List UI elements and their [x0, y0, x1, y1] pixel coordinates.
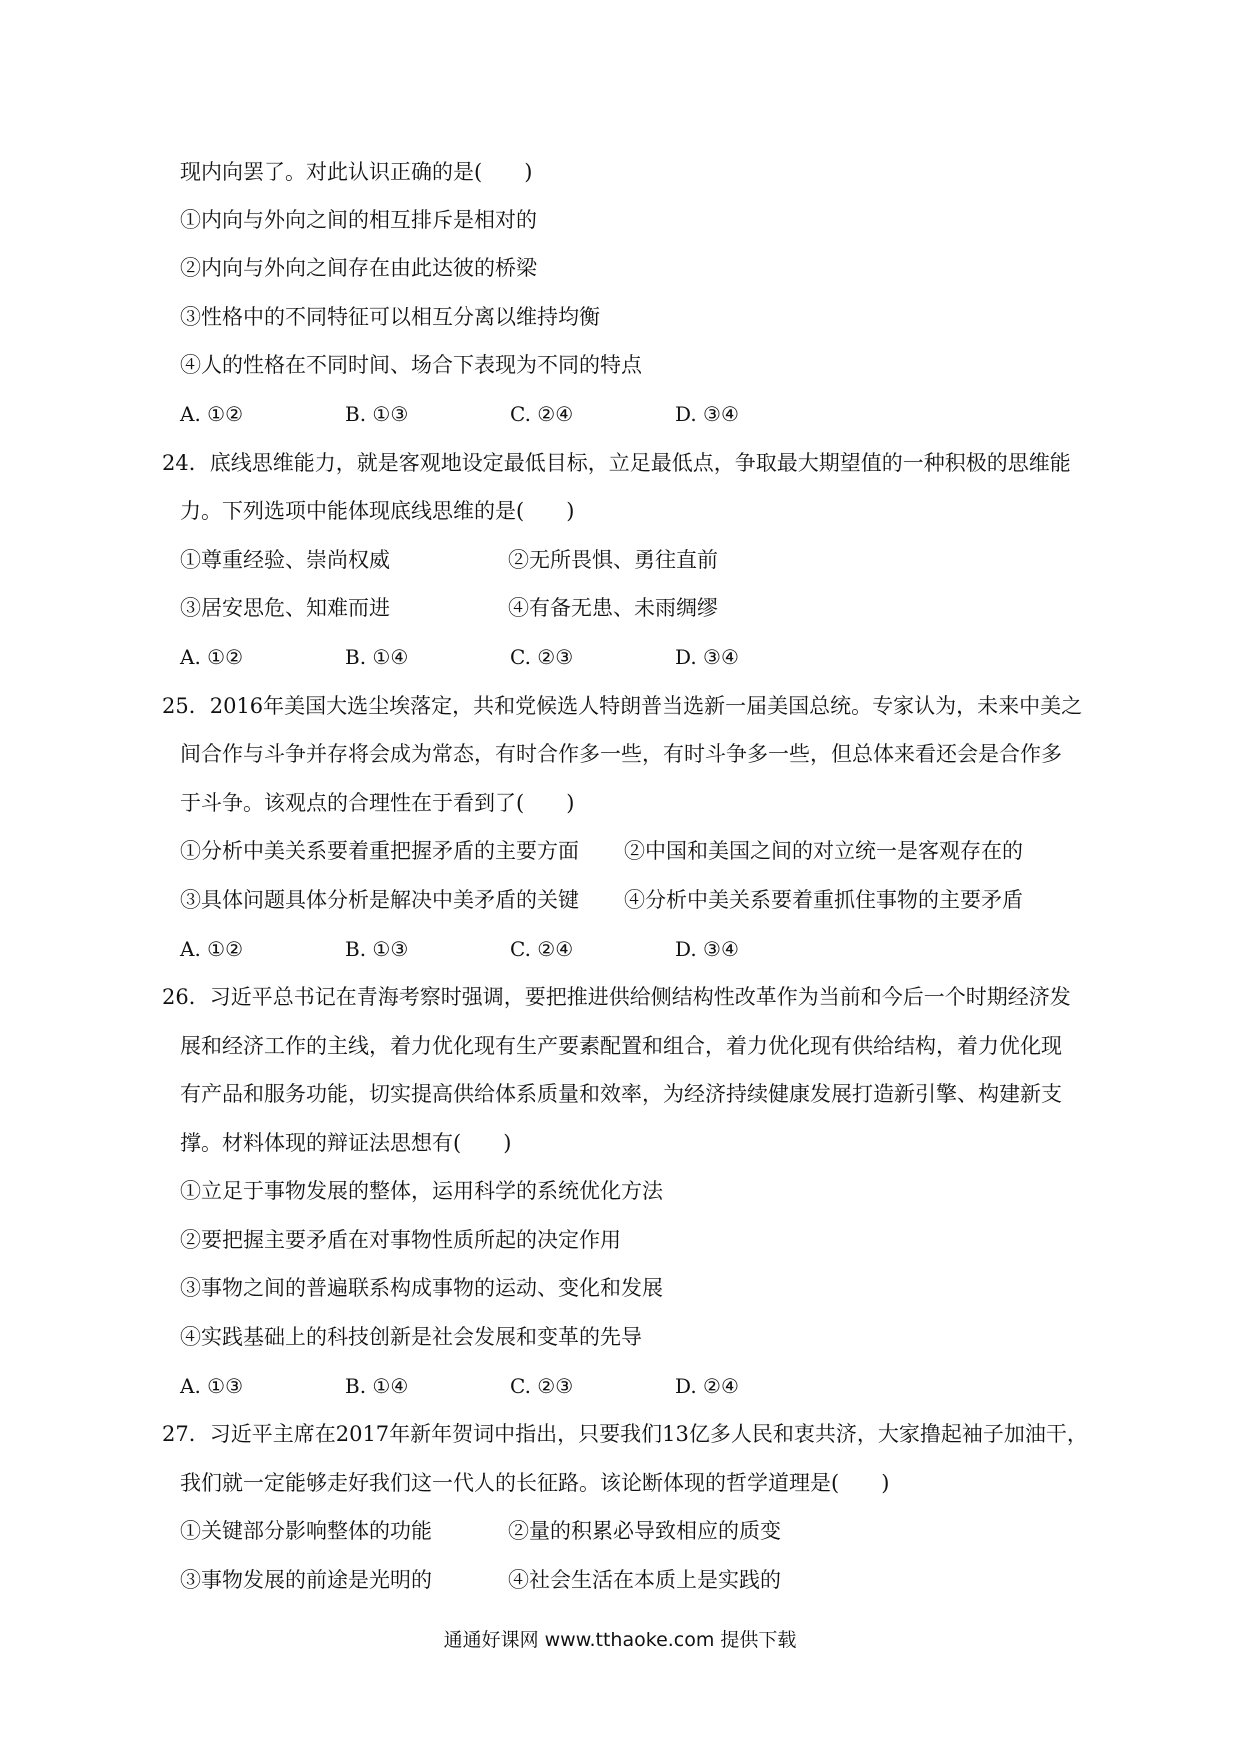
q26-answer-b: B. ①④: [345, 1374, 409, 1398]
q24-option-2: ②无所畏惧、勇往直前: [508, 548, 718, 572]
page-footer: 通通好课网 www.tthaoke.com 提供下载: [443, 1629, 797, 1651]
q23-option-4: ④人的性格在不同时间、场合下表现为不同的特点: [180, 353, 642, 377]
q26-option-3: ③事物之间的普遍联系构成事物的运动、变化和发展: [180, 1276, 663, 1300]
q26-stem-line3: 有产品和服务功能，切实提高供给体系质量和效率，为经济持续健康发展打造新引擎、构建新支: [180, 1082, 1062, 1106]
q23-option-3: ③性格中的不同特征可以相互分离以维持均衡: [180, 305, 600, 329]
q27-stem-line2: 我们就一定能够走好我们这一代人的长征路。该论断体现的哲学道理是( ): [180, 1471, 890, 1495]
q25-answer-c: C. ②④: [510, 937, 574, 961]
q26-answer-d: D. ②④: [675, 1374, 739, 1398]
q27-option-1: ①关键部分影响整体的功能: [180, 1519, 432, 1543]
q24-answer-a: A. ①②: [180, 645, 244, 669]
q24-stem-line2: 力。下列选项中能体现底线思维的是( ): [180, 499, 575, 523]
q23-answer-d: D. ③④: [675, 402, 739, 426]
q26-answer-c: C. ②③: [510, 1374, 574, 1398]
q23-stem: 现内向罢了。对此认识正确的是( ): [180, 160, 533, 184]
q23-answer-c: C. ②④: [510, 402, 574, 426]
q25-stem-line3: 于斗争。该观点的合理性在于看到了( ): [180, 791, 575, 815]
q26-option-2: ②要把握主要矛盾在对事物性质所起的决定作用: [180, 1228, 621, 1252]
q24-answer-c: C. ②③: [510, 645, 574, 669]
q24-option-4: ④有备无患、未雨绸缪: [508, 596, 718, 620]
q25-option-4: ④分析中美关系要着重抓住事物的主要矛盾: [624, 888, 1023, 912]
q26-stem-line4: 撑。材料体现的辩证法思想有( ): [180, 1131, 512, 1155]
q24-answer-b: B. ①④: [345, 645, 409, 669]
q25-answer-d: D. ③④: [675, 937, 739, 961]
q23-answer-a: A. ①②: [180, 402, 244, 426]
q26-answer-a: A. ①③: [180, 1374, 244, 1398]
q25-option-1: ①分析中美关系要着重把握矛盾的主要方面: [180, 839, 579, 863]
q26-option-4: ④实践基础上的科技创新是社会发展和变革的先导: [180, 1325, 642, 1349]
q23-answer-b: B. ①③: [345, 402, 409, 426]
q24-answer-d: D. ③④: [675, 645, 739, 669]
q25-answer-b: B. ①③: [345, 937, 409, 961]
q27-option-3: ③事物发展的前途是光明的: [180, 1568, 432, 1592]
q24-option-3: ③居安思危、知难而进: [180, 596, 390, 620]
q24-option-1: ①尊重经验、崇尚权威: [180, 548, 390, 572]
q26-stem-line1: 26．习近平总书记在青海考察时强调，要把推进供给侧结构性改革作为当前和今后一个时期经济发: [162, 985, 1071, 1009]
q23-option-2: ②内向与外向之间存在由此达彼的桥梁: [180, 256, 537, 280]
q27-stem-line1: 27．习近平主席在2017年新年贺词中指出，只要我们13亿多人民和衷共济，大家撸起袖子加油干，: [162, 1422, 1088, 1446]
q26-stem-line2: 展和经济工作的主线，着力优化现有生产要素配置和组合，着力优化现有供给结构，着力优化现: [180, 1034, 1062, 1058]
q24-stem-line1: 24．底线思维能力，就是客观地设定最低目标，立足最低点，争取最大期望值的一种积极的思维能: [162, 451, 1071, 475]
q25-option-2: ②中国和美国之间的对立统一是客观存在的: [624, 839, 1023, 863]
q25-stem-line2: 间合作与斗争并存将会成为常态，有时合作多一些，有时斗争多一些，但总体来看还会是合作多: [180, 742, 1062, 766]
q27-option-4: ④社会生活在本质上是实践的: [508, 1568, 781, 1592]
q23-option-1: ①内向与外向之间的相互排斥是相对的: [180, 208, 537, 232]
q26-option-1: ①立足于事物发展的整体，运用科学的系统优化方法: [180, 1179, 663, 1203]
q25-option-3: ③具体问题具体分析是解决中美矛盾的关键: [180, 888, 579, 912]
q25-stem-line1: 25．2016年美国大选尘埃落定，共和党候选人特朗普当选新一届美国总统。专家认为，未来中美之: [162, 694, 1083, 718]
q27-option-2: ②量的积累必导致相应的质变: [508, 1519, 781, 1543]
q25-answer-a: A. ①②: [180, 937, 244, 961]
